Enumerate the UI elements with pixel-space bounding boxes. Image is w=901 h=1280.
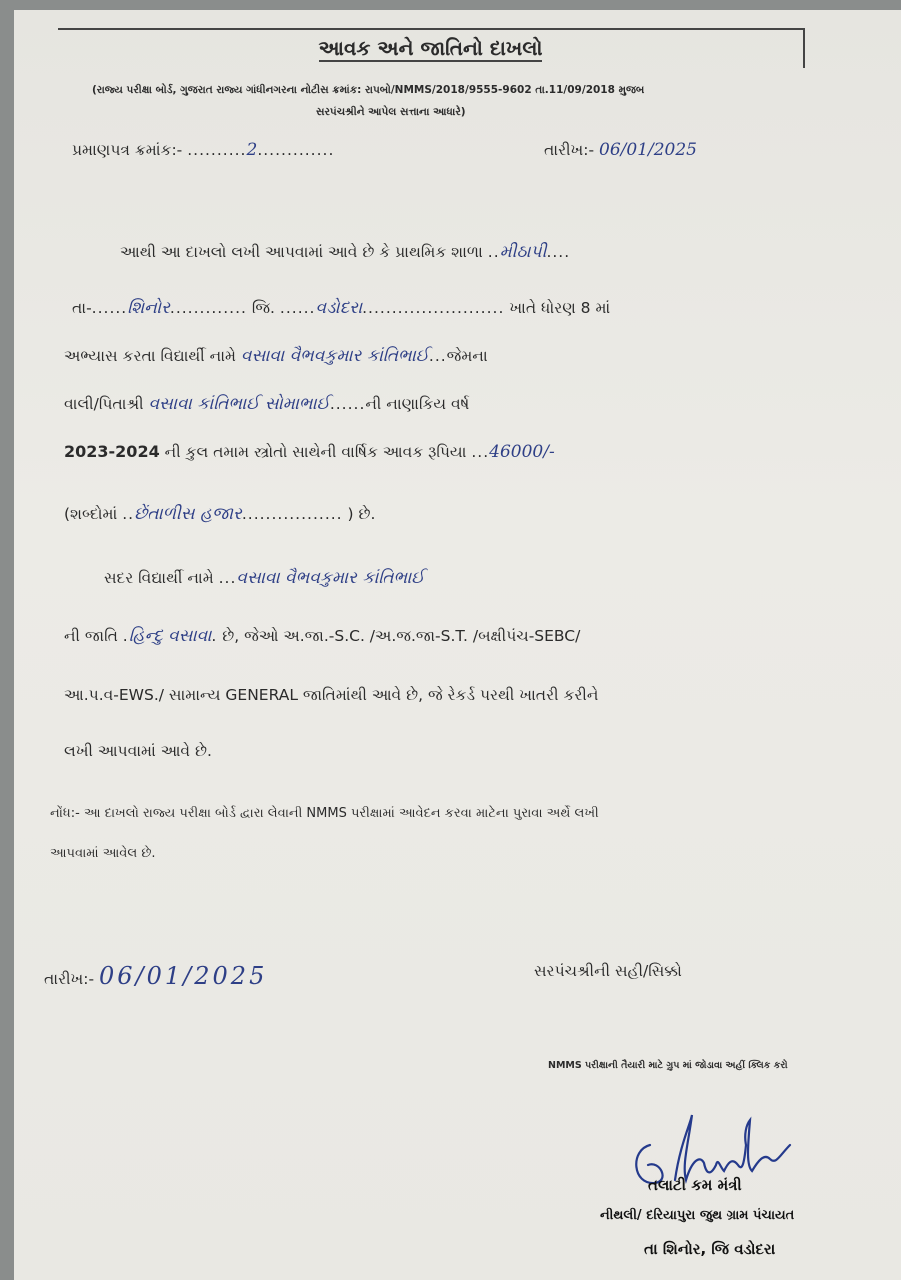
taluka-value: શિનોર: [127, 298, 170, 318]
para1-line1: આથી આ દાખલો લખી આપવામાં આવે છે કે પ્રાથમિક શાળા ..મીઠાપી....: [120, 242, 571, 262]
std-text: ખાતે ધોરણ 8 માં: [509, 299, 611, 317]
guardian-name: વસાવા કાંતિભાઈ સોમાભાઈ: [148, 394, 330, 414]
taluka-label: તા-: [72, 299, 92, 317]
stamp-line1: તલાટી કમ મંત્રી: [648, 1176, 742, 1194]
cert-label: પ્રમાણપત્ર ક્રમાંક:-: [72, 141, 183, 159]
guardian-label: વાલી/પિતાશ્રી: [64, 395, 144, 413]
footer-date-row: [44, 962, 267, 990]
date-label: તારીખ:-: [544, 141, 595, 159]
caste-categories: છે, જેઓ અ.જા.-S.C. /અ.જ.જા-S.T. /બક્ષીપંચ-SEBC/: [222, 627, 581, 645]
income-amount: 46000/-: [489, 442, 555, 462]
subtitle-line2: સરપંચશ્રીને આપેલ સત્તાના આધારે): [316, 106, 466, 118]
financial-year: 2023-2024: [64, 442, 160, 461]
para1-line3: અભ્યાસ કરતા વિદ્યાર્થી નામે વસાવા વૈભવકુમાર કાંતિભાઈ...જેમના: [64, 346, 488, 366]
tiny-footer-text: NMMS પરીક્ષાની તૈયારી માટે ગ્રુપ માં જોડાવા અહીં ક્લિક કરો: [548, 1060, 788, 1071]
para2-line1: સદર વિદ્યાર્થી નામે ...વસાવા વૈભવકુમાર કાંતિભાઈ: [104, 568, 425, 588]
school-name: મીઠાપી: [499, 242, 547, 262]
year-label: ની નાણાકિય વર્ષ: [365, 395, 470, 413]
jemna-text: જેમના: [446, 347, 488, 365]
study-text: અભ્યાસ કરતા વિદ્યાર્થી નામે: [64, 347, 236, 365]
district-value: વડોદરા: [315, 298, 363, 318]
title-box: [58, 28, 805, 68]
subtitle-line1: (રાજ્ય પરીક્ષા બોર્ડ, ગુજરાત રાજ્ય ગાંધીનગરના નોટીસ ક્રમાંક: રાપબો/NMMS/2018/9555-9602 તા.11/09/2018 મુજબ: [92, 84, 645, 96]
para2-intro: સદર વિદ્યાર્થી નામે: [104, 569, 214, 587]
caste-label: ની જાતિ: [64, 627, 118, 645]
footer-date-value: 06/01/2025: [99, 962, 268, 990]
para2-student-name: વસાવા વૈભવકુમાર કાંતિભાઈ: [236, 568, 425, 588]
words-label: (શબ્દોમાં: [64, 505, 118, 523]
date-row: [544, 140, 697, 160]
para1-line4: વાલી/પિતાશ્રી વસાવા કાંતિભાઈ સોમાભાઈ......ની નાણાકિય વર્ષ: [64, 394, 470, 414]
student-name: વસાવા વૈભવકુમાર કાંતિભાઈ: [240, 346, 429, 366]
sarpanch-signature-label: સરપંચશ્રીની સહી/સિક્કો: [534, 962, 682, 980]
cert-row: પ્રમાણપત્ર ક્રમાંક:- ..........2.............: [72, 140, 335, 160]
note-line1: નોંધ:- આ દાખલો રાજ્ય પરીક્ષા બોર્ડ દ્વારા લેવાની NMMS પરીક્ષામાં આવેદન કરવા માટેના પુરાવા અર્થે લખી: [50, 806, 599, 821]
para1-intro: આથી આ દાખલો લખી આપવામાં આવે છે કે પ્રાથમિક શાળા: [120, 243, 483, 261]
income-words: છેંતાળીસ હજાર: [134, 504, 242, 524]
stamp-line3: તા શિનોર, જિ વડોદરા: [644, 1240, 776, 1258]
date-value: 06/01/2025: [599, 140, 697, 160]
cert-number: 2: [246, 140, 258, 160]
para1-line6: (શબ્દોમાં ..છેંતાળીસ હજાર................. ) છે.: [64, 504, 376, 524]
page-title: આવક અને જાતિનો દાખલો: [318, 36, 543, 60]
para1-line2: તા-......શિનોર............. જિ. ......વડોદરા........................ ખાતે ધોરણ 8 માં: [72, 298, 611, 318]
income-text: ની કુલ તમામ સ્ત્રોતો સાથેની વાર્ષિક આવક રૂપિયા: [164, 443, 467, 461]
district-label: જિ.: [251, 299, 275, 317]
note-line2: આપવામાં આવેલ છે.: [50, 846, 156, 861]
caste-value: હિન્દુ વસાવા: [128, 626, 212, 646]
stamp-line2: નીથલી/ દરિયાપુરા જુથ ગ્રામ પંચાયત: [600, 1208, 795, 1223]
words-end: ) છે.: [347, 505, 376, 523]
para2-line2: ની જાતિ .હિન્દુ વસાવા. છે, જેઓ અ.જા.-S.C. /અ.જ.જા-S.T. /બક્ષીપંચ-SEBC/: [64, 626, 581, 646]
footer-date-label: તારીખ:-: [44, 970, 95, 988]
para2-line3: આ.પ.વ-EWS./ સામાન્ય GENERAL જાતિમાંથી આવે છે, જે રેકર્ડ પરથી ખાતરી કરીને: [64, 686, 599, 704]
para2-line4: લખી આપવામાં આવે છે.: [64, 742, 212, 760]
para1-line5: 2023-2024 ની કુલ તમામ સ્ત્રોતો સાથેની વાર્ષિક આવક રૂપિયા ...46000/-: [64, 442, 555, 462]
